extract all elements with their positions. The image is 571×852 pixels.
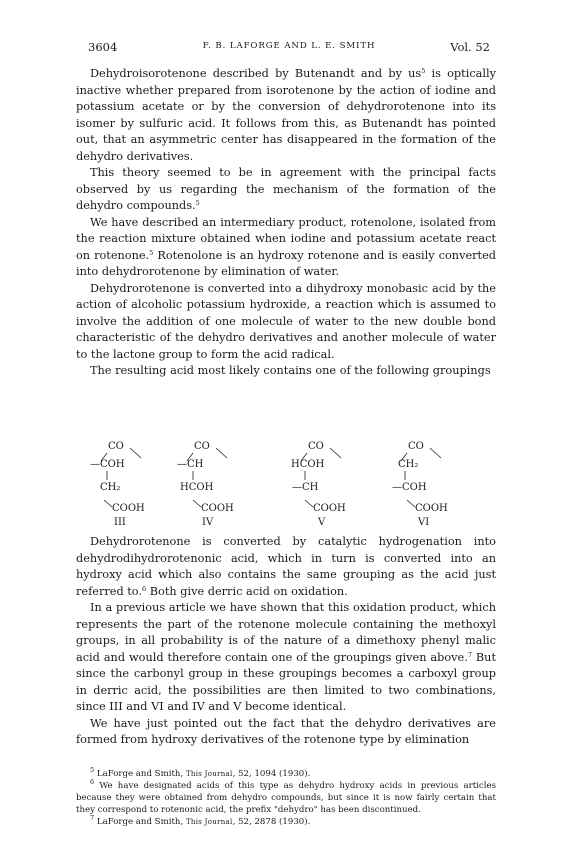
paragraph: We have just pointed out the fact that the dehydro derivatives are formed from hydroxy derivatives of the rotenone type by elimination: [76, 716, 496, 746]
journal-name: This Journal: [185, 818, 233, 826]
formula-vi-label: VI: [418, 517, 430, 528]
formula-iv-row2: HCOH: [180, 482, 214, 493]
formula-vi-row1: CH₂: [398, 459, 419, 470]
formula-vi-carbonyl: CO: [408, 441, 424, 452]
journal-name: This Journal: [185, 770, 233, 778]
formula-v-carbonyl: CO: [308, 441, 324, 452]
body-text-bottom: [76, 534, 496, 749]
running-header-authors: F. B. LAFORGE AND L. E. SMITH: [202, 41, 376, 51]
formula-iii-carbonyl: CO: [108, 441, 124, 452]
formula-iii-row1: —COH: [90, 459, 125, 470]
footnote-ref: 7: [467, 650, 472, 659]
footnote-ref: 5: [195, 199, 200, 207]
formula-v-row1: HCOH: [291, 459, 325, 470]
formula-iii-row2: CH₂: [100, 482, 121, 493]
footnote: $^7$ LaForge and Smith, This Journal, 52, 2878 (1930).: [90, 814, 311, 827]
formula-iv-row3: COOH: [201, 503, 234, 514]
formula-v-label: V: [318, 517, 326, 528]
paragraph: Dehydroisorotenone described by Butenandt and by $us^5$ is optically inactive whether prepared from isorotenone by the action of iodine and potassium acetate or by the conversion of dehydrorotenone into its isomer by sulfuric acid. It follows from this, as Butenandt has pointed out, that an asymmetric center has disappeared in the formation of the dehydro derivatives.: [76, 67, 496, 163]
paragraph: The resulting acid most likely contains one of the following groupings: [90, 364, 491, 377]
formula-v-row3: COOH: [313, 503, 346, 514]
footnote-ref: 6: [142, 584, 147, 593]
footnote-ref: 5: [421, 67, 426, 75]
formula-iii-label: III: [114, 517, 126, 528]
footnote-ref: 5: [149, 248, 154, 257]
paragraph: Dehydrorotenone is converted by catalytic hydrogenation into dehydrodihydrorotenonic acid, which in turn is converted into an hydroxy acid which also contains the same grouping as the acid just referred to.$^6$ Both give derric acid on oxidation.: [76, 535, 496, 598]
paragraph: We have described an intermediary product, rotenolone, isolated from the reaction mixture obtained when iodine and potassium acetate react on rotenone.$^5$ Rotenolone is an hydroxy rotenone and is easily converted into dehydrorotenone by elimination of water.: [76, 215, 496, 278]
formula-iv-row1: —CH: [177, 459, 204, 470]
formula-iv-label: IV: [202, 517, 214, 528]
footnotes: [76, 768, 496, 828]
formula-iii-row3: COOH: [112, 503, 145, 514]
formula-vi-row3: COOH: [415, 503, 448, 514]
formula-v-row2: —CH: [292, 482, 319, 493]
paragraph: In a previous article we have shown that this oxidation product, which represents the part of the rotenone molecule containing the methoxyl groups, in all probability is of the nature of a dimethoxy phenyl malic acid and would therefore contain one of the groupings given above.$^7$ But since the carbonyl group in these groupings becomes a carboxyl group in derric acid, the possibilities are then limited to two combinations, since III and VI and IV and V become identical.: [76, 601, 496, 713]
footnote: $^5$ LaForge and Smith, This Journal, 52, 1094 (1930).: [90, 766, 311, 779]
formula-vi-row2: —COH: [392, 482, 427, 493]
volume-number: Vol. 52: [450, 40, 490, 54]
footnote: $^6$ We have designated acids of this type as dehydro hydroxy acids in previous articles because they were obtained from dehydro compounds, but since it is now fairly certain that they correspond to rotenonic acid, the prefix "dehydro" has been discontinued.: [76, 778, 496, 815]
paragraph: This theory seemed to be in agreement with the principal facts observed by us regarding the mechanism of the formation of the dehydro compounds.$^5$: [76, 166, 496, 212]
paragraph: Dehydrorotenone is converted into a dihydroxy monobasic acid by the action of alcoholic potassium hydroxide, a reaction which is assumed to involve the addition of one molecule of water to the new double bond characteristic of the dehydro derivatives and another molecule of water to the lactone group to form the acid radical.: [76, 281, 496, 361]
formula-iv-carbonyl: CO: [194, 441, 210, 452]
page-number: 3604: [88, 40, 118, 54]
